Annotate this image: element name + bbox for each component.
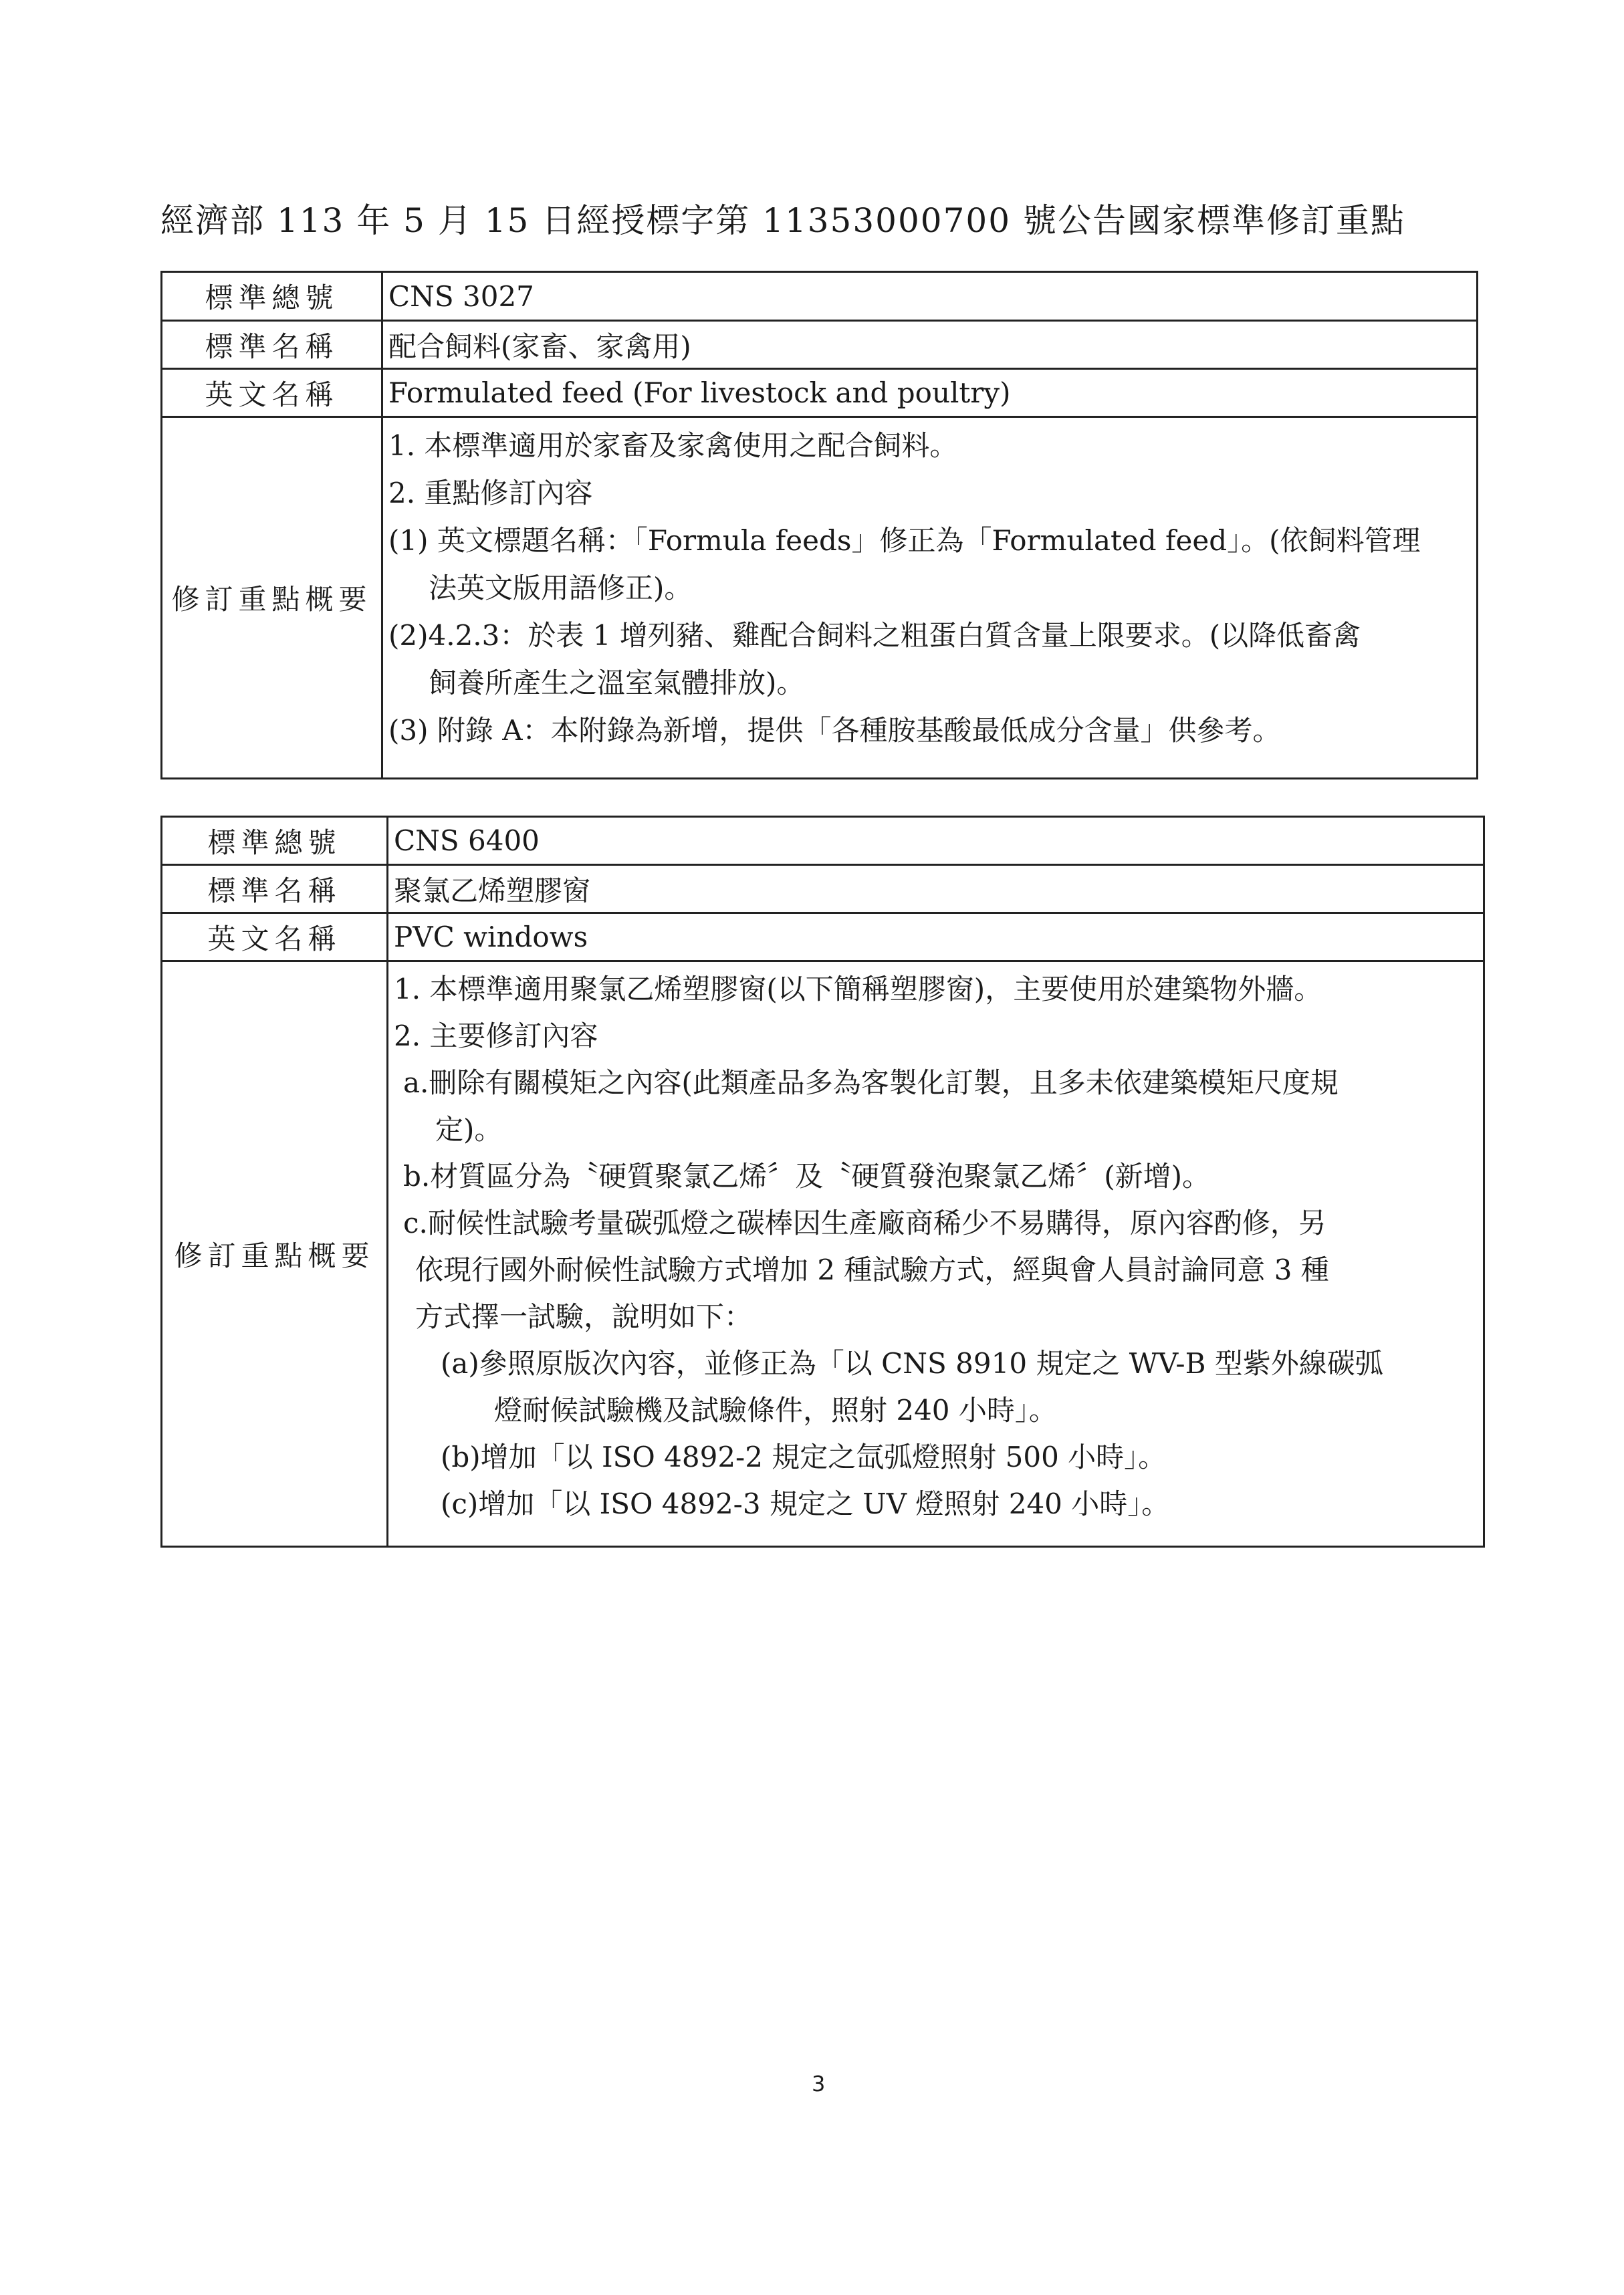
summary-line: c.耐候性試驗考量碳弧燈之碳棒因生產廠商稀少不易購得，原內容酌修，另 bbox=[403, 1207, 1326, 1239]
row-standard-name bbox=[162, 321, 1478, 369]
label-revision-summary: 修訂重點概要 bbox=[162, 417, 382, 779]
summary-line: 飼養所產生之溫室氣體排放)。 bbox=[429, 667, 805, 699]
summary-line: (b)增加「以 ISO 4892-2 規定之氙弧燈照射 500 小時」。 bbox=[441, 1441, 1167, 1473]
summary-line: 1. 本標準適用聚氯乙烯塑膠窗(以下簡稱塑膠窗)，主要使用於建築物外牆。 bbox=[394, 973, 1322, 1005]
label-standard-number: 標準總號 bbox=[162, 272, 382, 321]
summary-line: (c)增加「以 ISO 4892-3 規定之 UV 燈照射 240 小時」。 bbox=[441, 1487, 1170, 1520]
page-number: 3 bbox=[812, 2071, 826, 2096]
summary-line: (1) 英文標題名稱：「Formula feeds」修正為「Formulated feed」。(依飼料管理 bbox=[388, 524, 1421, 557]
label-english-name: 英文名稱 bbox=[162, 369, 382, 417]
value-revision-summary bbox=[388, 961, 1484, 1547]
value-standard-name: 聚氯乙烯塑膠窗 bbox=[388, 865, 1484, 913]
value-english-name: PVC windows bbox=[388, 913, 1484, 961]
summary-line: b.材質區分為〝硬質聚氯乙烯〞及〝硬質發泡聚氯乙烯〞(新增)。 bbox=[403, 1160, 1211, 1193]
value-standard-number: CNS 3027 bbox=[382, 272, 1478, 321]
value-standard-number: CNS 6400 bbox=[388, 817, 1484, 865]
summary-line: 依現行國外耐候性試驗方式增加 2 種試驗方式，經與會人員討論同意 3 種 bbox=[415, 1253, 1329, 1286]
summary-line: (a)參照原版次內容，並修正為「以 CNS 8910 規定之 WV-B 型紫外線碳弧 bbox=[441, 1347, 1383, 1380]
summary-line: 2. 重點修訂內容 bbox=[388, 477, 593, 509]
row-standard-name bbox=[162, 865, 1484, 913]
summary-line: 1. 本標準適用於家畜及家禽使用之配合飼料。 bbox=[388, 429, 958, 462]
summary-line: 方式擇一試驗，說明如下： bbox=[415, 1300, 753, 1333]
label-standard-number: 標準總號 bbox=[162, 817, 388, 865]
row-standard-number bbox=[162, 272, 1478, 321]
summary-line: a.刪除有關模矩之內容(此類產品多為客製化訂製，且多未依建築模矩尺度規 bbox=[403, 1066, 1339, 1099]
label-english-name: 英文名稱 bbox=[162, 913, 388, 961]
summary-line: (3) 附錄 A：本附錄為新增，提供「各種胺基酸最低成分含量」供參考。 bbox=[388, 714, 1281, 747]
standard-table-cns-6400 bbox=[160, 816, 1485, 1548]
summary-line: 燈耐候試驗機及試驗條件，照射 240 小時」。 bbox=[494, 1394, 1057, 1427]
row-english-name bbox=[162, 369, 1478, 417]
summary-line: 2. 主要修訂內容 bbox=[394, 1019, 598, 1052]
standard-table-cns-3027 bbox=[160, 271, 1478, 779]
summary-line: 定)。 bbox=[435, 1113, 503, 1146]
value-english-name: Formulated feed (For livestock and poultry) bbox=[382, 369, 1478, 417]
row-revision-summary bbox=[162, 417, 1478, 779]
row-english-name bbox=[162, 913, 1484, 961]
summary-line: 法英文版用語修正)。 bbox=[429, 572, 693, 604]
row-revision-summary bbox=[162, 961, 1484, 1547]
label-revision-summary: 修訂重點概要 bbox=[162, 961, 388, 1547]
summary-line: (2)4.2.3：於表 1 增列豬、雞配合飼料之粗蛋白質含量上限要求。(以降低畜禽 bbox=[388, 619, 1361, 652]
row-standard-number bbox=[162, 817, 1484, 865]
value-revision-summary bbox=[382, 417, 1478, 779]
label-standard-name: 標準名稱 bbox=[162, 321, 382, 369]
page-title: 經濟部 113 年 5 月 15 日經授標字第 11353000700 號公告國家標準修訂重點 bbox=[160, 201, 1405, 240]
value-standard-name: 配合飼料(家畜、家禽用) bbox=[382, 321, 1478, 369]
label-standard-name: 標準名稱 bbox=[162, 865, 388, 913]
